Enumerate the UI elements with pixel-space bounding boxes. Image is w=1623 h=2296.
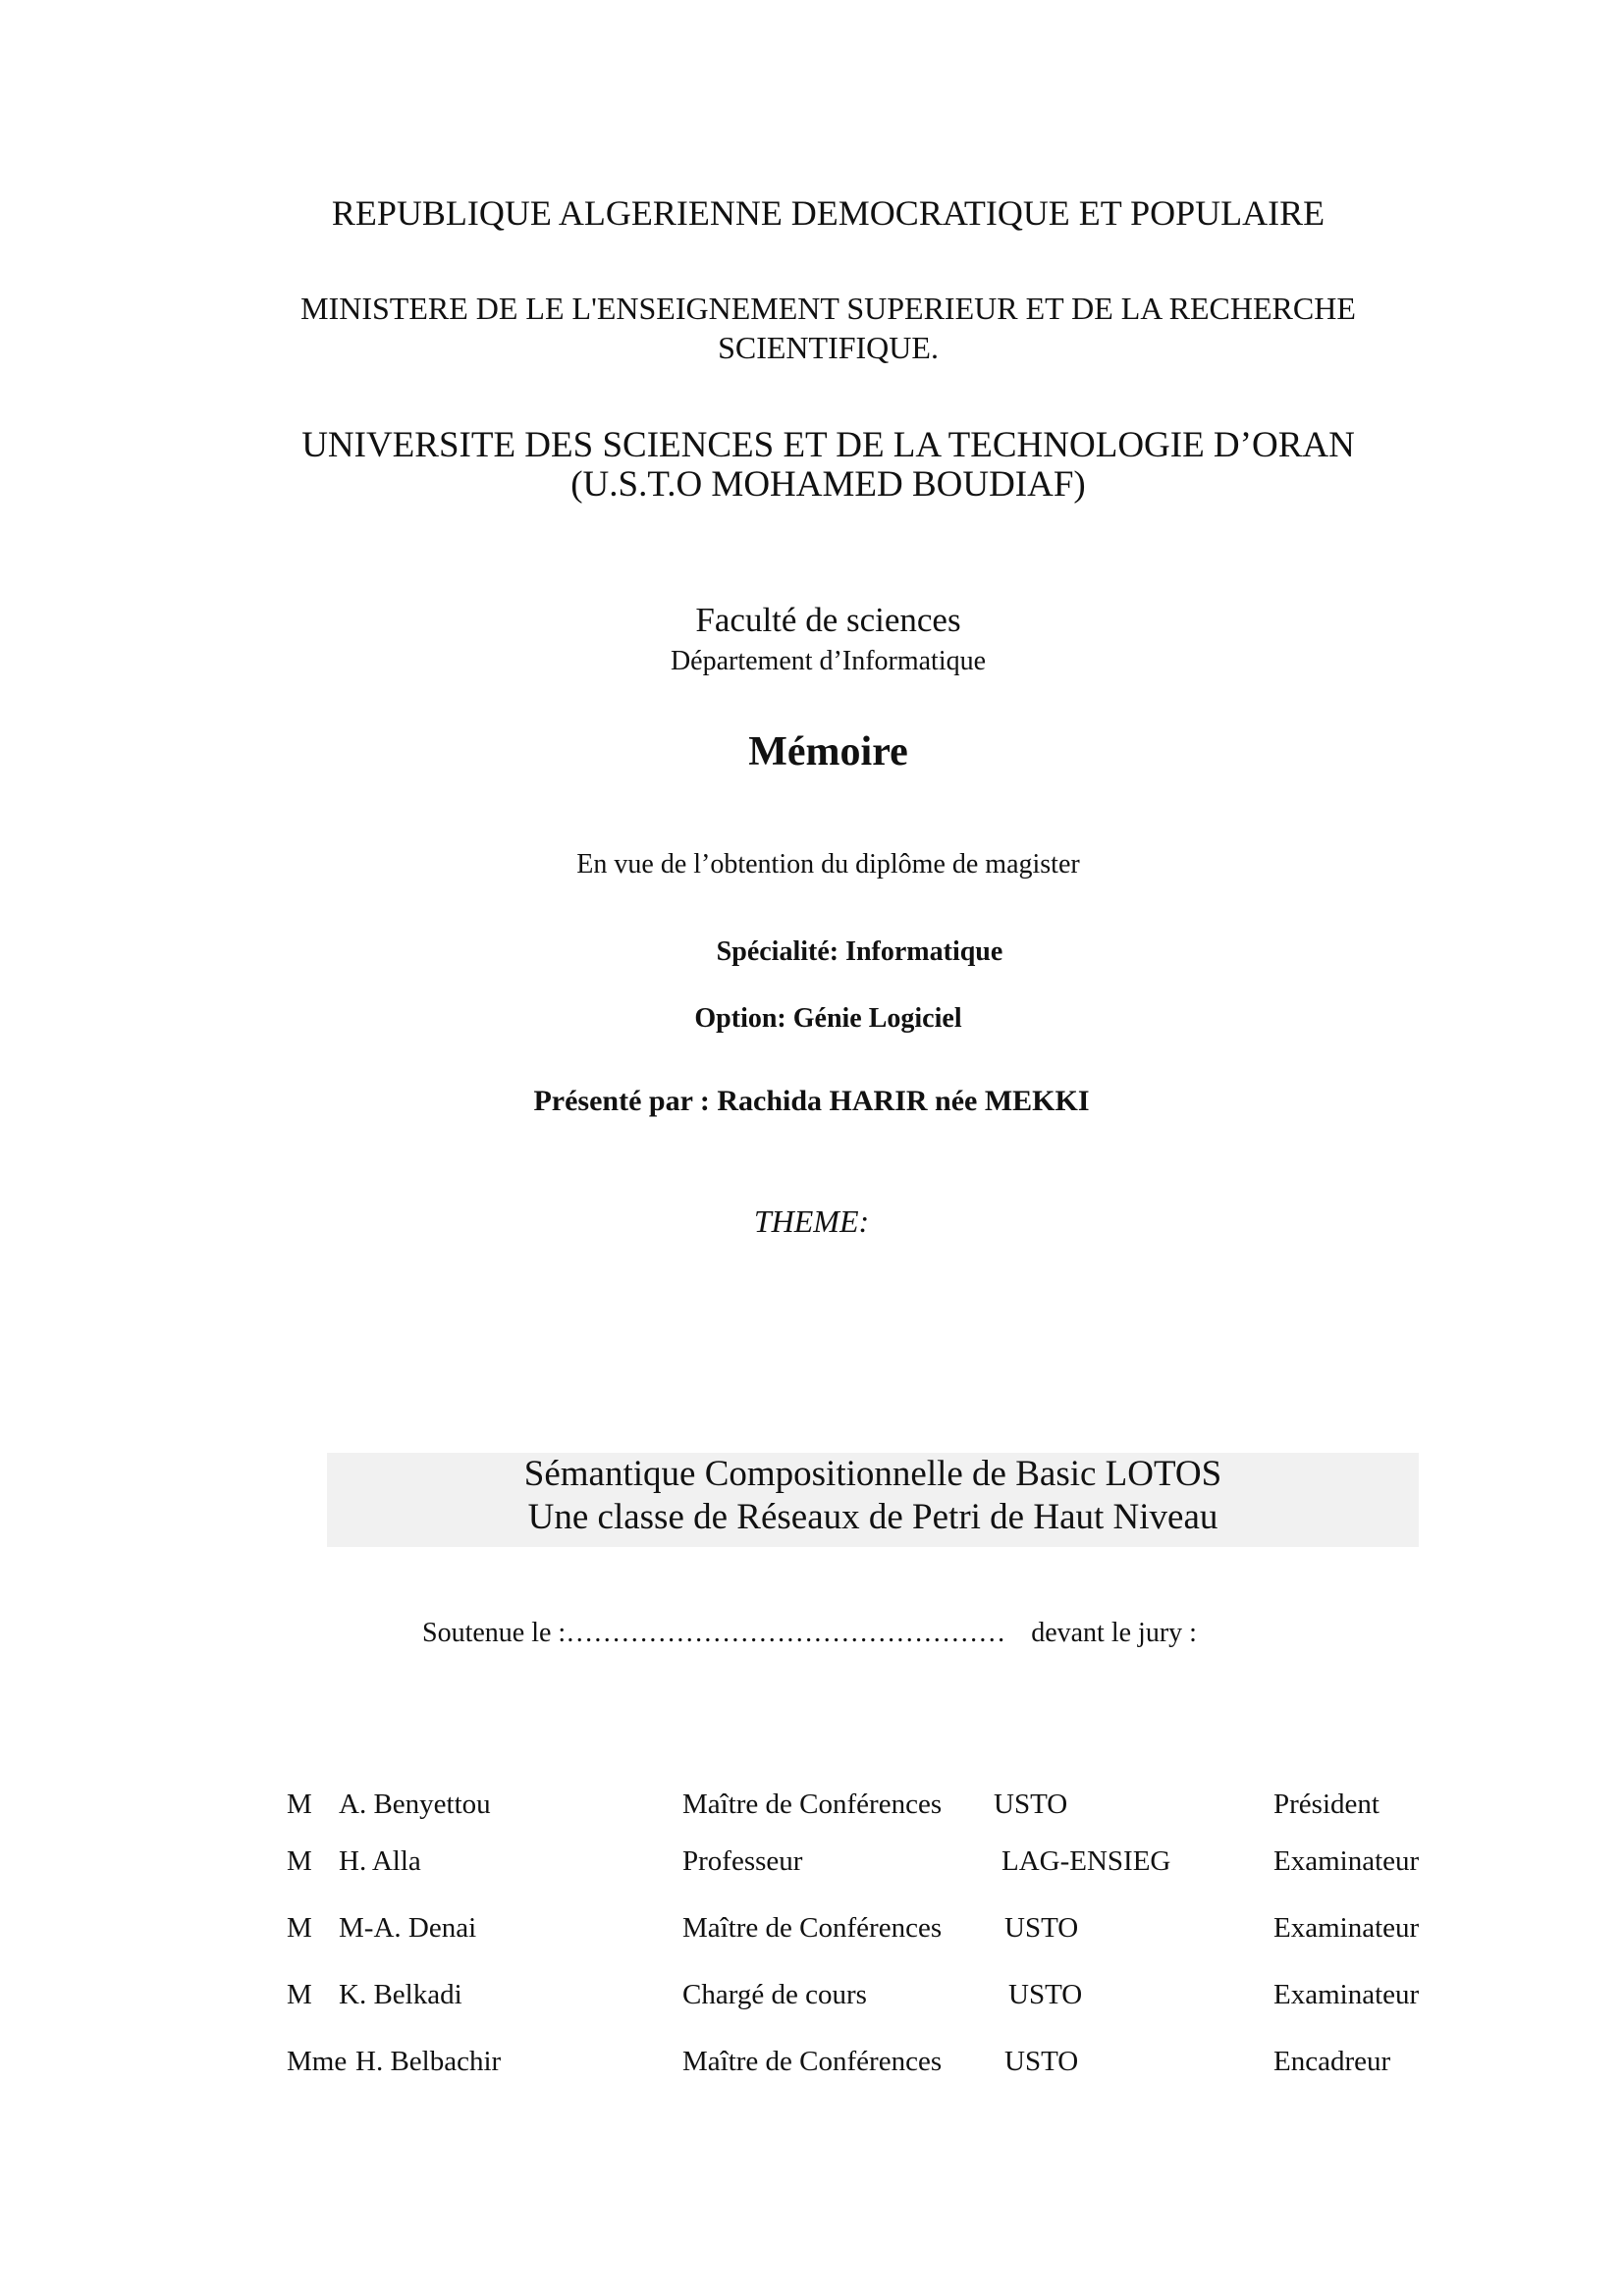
jury-institution: USTO: [1004, 1912, 1079, 1944]
defense-date: Soutenue le :…………………………………………: [422, 1618, 1006, 1648]
specialty-label: Spécialité: Informatique: [716, 936, 1003, 967]
department-label: Département d’Informatique: [670, 646, 987, 676]
jury-honorific: M: [287, 1789, 312, 1820]
jury-role: Examinateur: [1273, 1979, 1420, 2010]
jury-honorific: Mme: [287, 2046, 348, 2077]
thesis-title-line-2: Une classe de Réseaux de Petri de Haut Niveau: [527, 1497, 1218, 1537]
document-type-title: Mémoire: [748, 729, 908, 774]
jury-row: [0, 1845, 1623, 1885]
theme-label: THEME:: [753, 1203, 870, 1239]
jury-role: Président: [1273, 1789, 1380, 1820]
jury-name: K. Belkadi: [339, 1979, 462, 2010]
jury-label: devant le jury :: [1031, 1618, 1197, 1648]
jury-role: Examinateur: [1273, 1845, 1420, 1877]
jury-institution: USTO: [1008, 1979, 1083, 2010]
jury-honorific: M: [287, 1912, 312, 1944]
jury-rank: Maître de Conférences: [682, 1912, 943, 1944]
republic-heading: REPUBLIQUE ALGERIENNE DEMOCRATIQUE ET POPULAIRE: [331, 193, 1325, 233]
university-heading: [0, 426, 1623, 505]
jury-institution: USTO: [1004, 2046, 1079, 2077]
presented-by: Présenté par : Rachida HARIR née MEKKI: [533, 1085, 1090, 1117]
jury-row: [0, 1789, 1623, 1828]
thesis-title-line-1: Sémantique Compositionnelle de Basic LOTOS: [523, 1454, 1222, 1494]
jury-row: [0, 1912, 1623, 1951]
jury-rank: Maître de Conférences: [682, 2046, 943, 2077]
jury-row: [0, 2046, 1623, 2085]
ministry-line-1: MINISTERE DE LE L'ENSEIGNEMENT SUPERIEUR ET DE LA RECHERCHE: [300, 291, 1356, 326]
faculty-label: Faculté de sciences: [695, 601, 961, 639]
jury-institution: LAG-ENSIEG: [1001, 1845, 1171, 1877]
jury-row: [0, 1979, 1623, 2018]
option-label: Option: Génie Logiciel: [694, 1003, 962, 1034]
jury-name: A. Benyettou: [339, 1789, 491, 1820]
jury-rank: Maître de Conférences: [682, 1789, 943, 1820]
jury-rank: Chargé de cours: [682, 1979, 867, 2010]
university-line-1: UNIVERSITE DES SCIENCES ET DE LA TECHNOLOGIE D’ORAN: [301, 425, 1355, 465]
university-line-2: (U.S.T.O MOHAMED BOUDIAF): [570, 464, 1086, 505]
jury-name: H. Belbachir: [355, 2046, 502, 2077]
jury-honorific: M: [287, 1845, 312, 1877]
ministry-heading: [0, 289, 1623, 367]
jury-role: Encadreur: [1273, 2046, 1391, 2077]
jury-name: M-A. Denai: [339, 1912, 477, 1944]
thesis-title-box: [327, 1453, 1419, 1547]
ministry-line-2: SCIENTIFIQUE.: [718, 330, 939, 365]
defense-line: [422, 1618, 1197, 1649]
jury-honorific: M: [287, 1979, 312, 2010]
jury-institution: USTO: [994, 1789, 1068, 1820]
jury-role: Examinateur: [1273, 1912, 1420, 1944]
jury-rank: Professeur: [682, 1845, 803, 1877]
degree-purpose: En vue de l’obtention du diplôme de magister: [576, 849, 1080, 880]
jury-name: H. Alla: [339, 1845, 421, 1877]
